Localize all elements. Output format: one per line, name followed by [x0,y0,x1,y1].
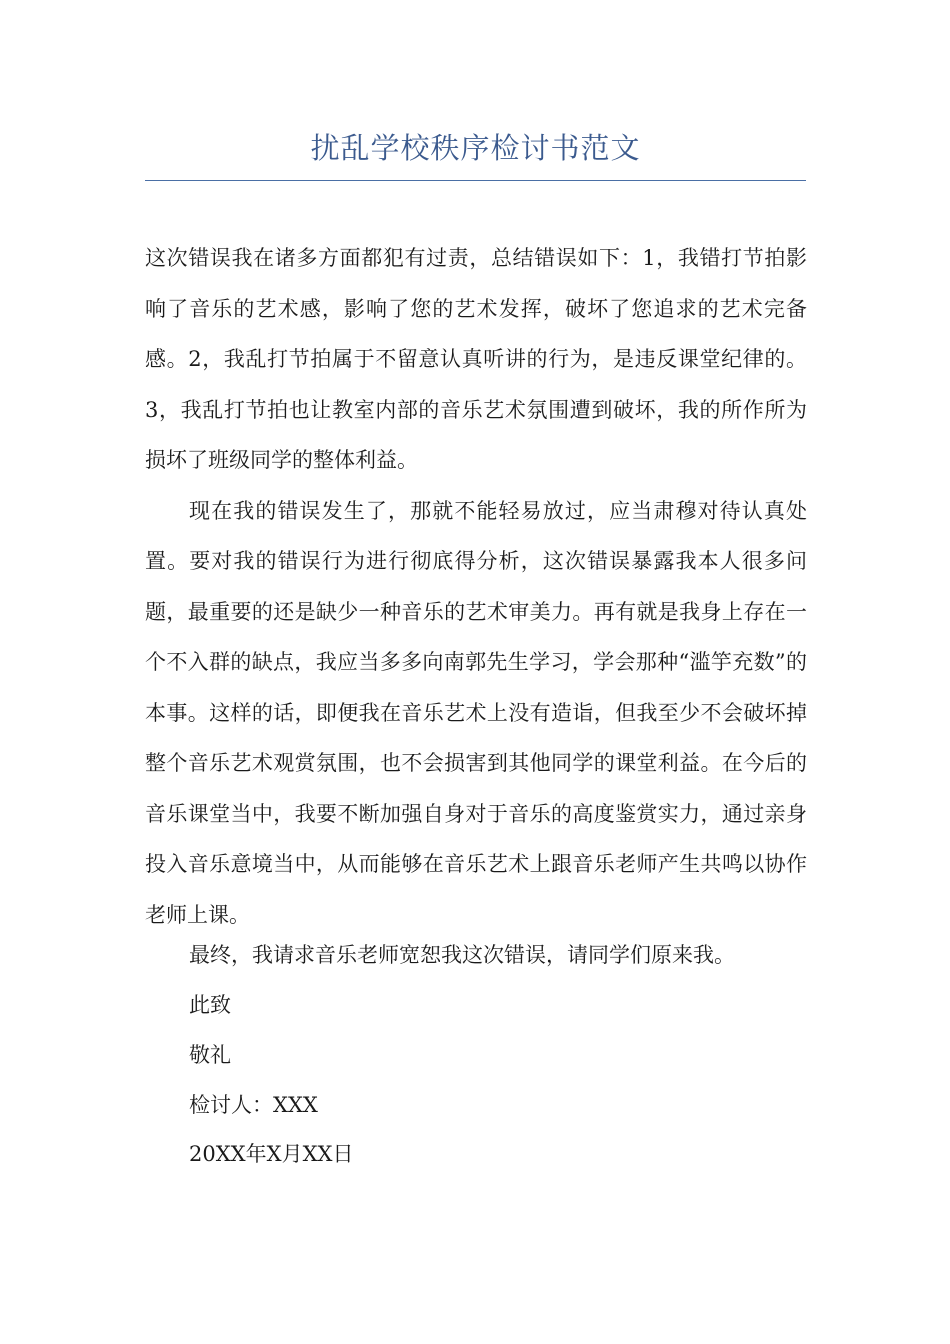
paragraph-3: 最终，我请求音乐老师宽恕我这次错误，请同学们原来我。 [189,943,735,967]
title-underline [145,180,806,181]
salutation-cizhi: 此致 [189,993,231,1017]
signer-line: 检讨人：XXX [189,1093,318,1117]
document-body [145,233,807,940]
paragraph-2: 现在我的错误发生了，那就不能轻易放过，应当肃穆对待认真处置。要对我的错误行为进行彻底得分析，这次错误暴露我本人很多问题，最重要的还是缺少一种音乐的艺术审美力。再有就是我身上存在一个不入群的缺点，我应当多多向南郭先生学习，学会那种“滥竽充数”的本事。这样的话，即便我在音乐艺术上没有造诣，但我至少不会破坏掉整个音乐艺术观赏氛围，也不会损害到其他同学的课堂利益。在今后的音乐课堂当中，我要不断加强自身对于音乐的高度鉴赏实力，通过亲身投入音乐意境当中，从而能够在音乐艺术上跟音乐老师产生共鸣以协作老师上课。 [145,498,807,927]
salutation-jingli: 敬礼 [189,1043,231,1067]
document-title: 扰乱学校秩序检讨书范文 [310,131,641,165]
date-line: 20XX年X月XX日 [189,1142,354,1166]
paragraph-1: 这次错误我在诸多方面都犯有过责，总结错误如下：1，我错打节拍影响了音乐的艺术感，影响了您的艺术发挥，破坏了您追求的艺术完备感。2，我乱打节拍属于不留意认真听讲的行为，是违反课堂纪律的。3，我乱打节拍也让教室内部的音乐艺术氛围遭到破坏，我的所作所为损坏了班级同学的整体利益。 [145,246,807,472]
